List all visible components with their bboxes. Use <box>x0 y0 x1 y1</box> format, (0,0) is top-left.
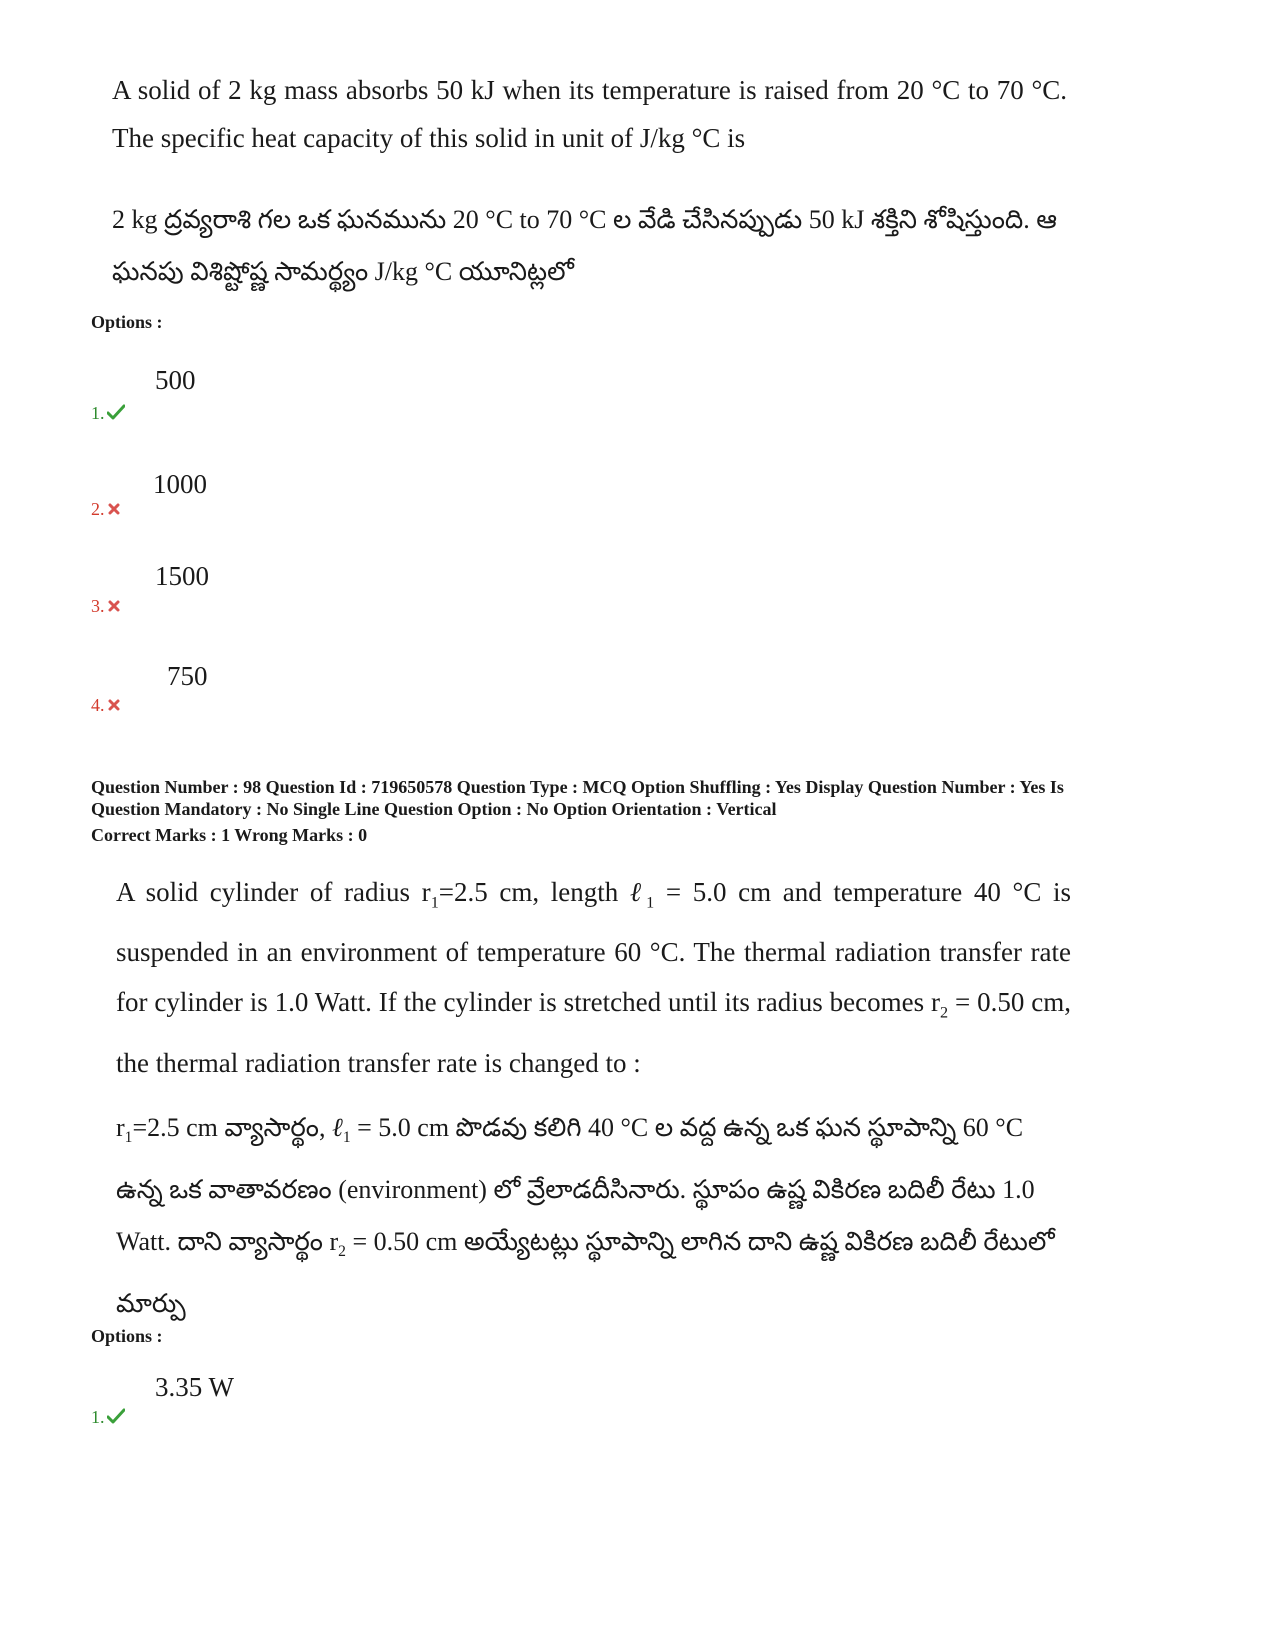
subscript: 1 <box>342 1129 351 1147</box>
q97-option-4-value: 750 <box>167 661 208 691</box>
q98-question-telugu <box>116 1102 1071 1330</box>
subscript: 1 <box>124 1129 133 1147</box>
subscript: 2 <box>940 1003 949 1022</box>
q98-meta-line1: Question Number : 98 Question Id : 719650578 Question Type : MCQ Option Shuffling : Yes Display Question Number : Yes Is <box>91 777 1064 797</box>
q97-question-telugu: 2 kg ద్రవ్యరాశి గల ఒక ఘనమును 20 °C to 70 °C ల వేడి చేసినప్పుడు 50 kJ శక్తిని శోషిస్తుంది. ఆ ఘనపు విశిష్టోష్ణ సామర్థ్యం J/kg °C యూనిట్లలో <box>112 205 1057 286</box>
q97-option-2-value: 1000 <box>153 469 207 499</box>
text-run: = 5.0 cm and temperature 40 °C is suspended in an environment of temperature 60 °C. The thermal radiation transfer rate for cylinder is 1.0 Watt. If the cylinder is stretched until its radius becomes r <box>116 877 1072 1018</box>
option-number-label: 3. <box>91 596 105 616</box>
cross-icon <box>107 500 121 521</box>
q97-options-label: Options : <box>91 312 163 332</box>
q97-option-3-number <box>91 596 121 618</box>
text-run: =2.5 cm వ్యాసార్థం, <box>132 1113 332 1142</box>
check-icon <box>107 1408 125 1429</box>
q97-question-english: A solid of 2 kg mass absorbs 50 kJ when its temperature is raised from 20 °C to 70 °C. The specific heat capacity of this solid in unit of J/kg °C is <box>112 75 1067 153</box>
q98-question-english <box>116 867 1071 1088</box>
option-number-label: 1. <box>91 403 105 423</box>
text-run: = 0.50 cm, the thermal radiation transfer rate is changed to : <box>116 987 1071 1078</box>
subscript: 1 <box>430 893 439 912</box>
q97-option-3-value: 1500 <box>155 561 209 591</box>
subscript: 2 <box>338 1243 346 1261</box>
text-run: = 0.50 cm అయ్యేటట్లు స్థూపాన్ని లాగిన దాని ఉష్ణ వికిరణ బదిలీ రేటులో మార్పు <box>116 1227 1055 1319</box>
text-run: A solid cylinder of radius r <box>116 877 431 907</box>
text-run: r <box>116 1113 125 1142</box>
q98-option-1-number <box>91 1407 125 1429</box>
text-run: =2.5 cm, length <box>438 877 630 907</box>
cross-icon <box>107 597 121 618</box>
q98-metadata <box>91 776 1201 846</box>
option-number-label: 1. <box>91 1407 105 1427</box>
q97-option-1-value: 500 <box>155 365 196 395</box>
length-symbol: ℓ <box>331 1113 343 1142</box>
check-icon <box>107 404 125 425</box>
q98-options-label: Options : <box>91 1326 163 1346</box>
option-number-label: 2. <box>91 499 105 519</box>
q97-option-2-number <box>91 499 121 521</box>
text-run: = 5.0 cm పొడవు కలిగి 40 °C ల వద్ద ఉన్న ఒక ఘన స్థూపాన్ని 60 °C ఉన్న ఒక వాతావరణం (environment) లో వ్రేలాడదీసినారు. స్థూపం ఉష్ణ వికిరణ బదిలీ రేటు 1.0 Watt. దాని వ్యాసార్థం r <box>116 1113 1035 1257</box>
length-symbol: ℓ <box>629 877 647 907</box>
q97-option-1-number <box>91 403 125 425</box>
cross-icon <box>107 696 121 717</box>
q98-meta-line2: Question Mandatory : No Single Line Question Option : No Option Orientation : Vertical <box>91 799 777 819</box>
q98-marks: Correct Marks : 1 Wrong Marks : 0 <box>91 825 368 845</box>
subscript: 1 <box>646 893 655 912</box>
option-number-label: 4. <box>91 695 105 715</box>
q98-option-1-value: 3.35 W <box>155 1372 234 1402</box>
q97-option-4-number <box>91 695 121 717</box>
